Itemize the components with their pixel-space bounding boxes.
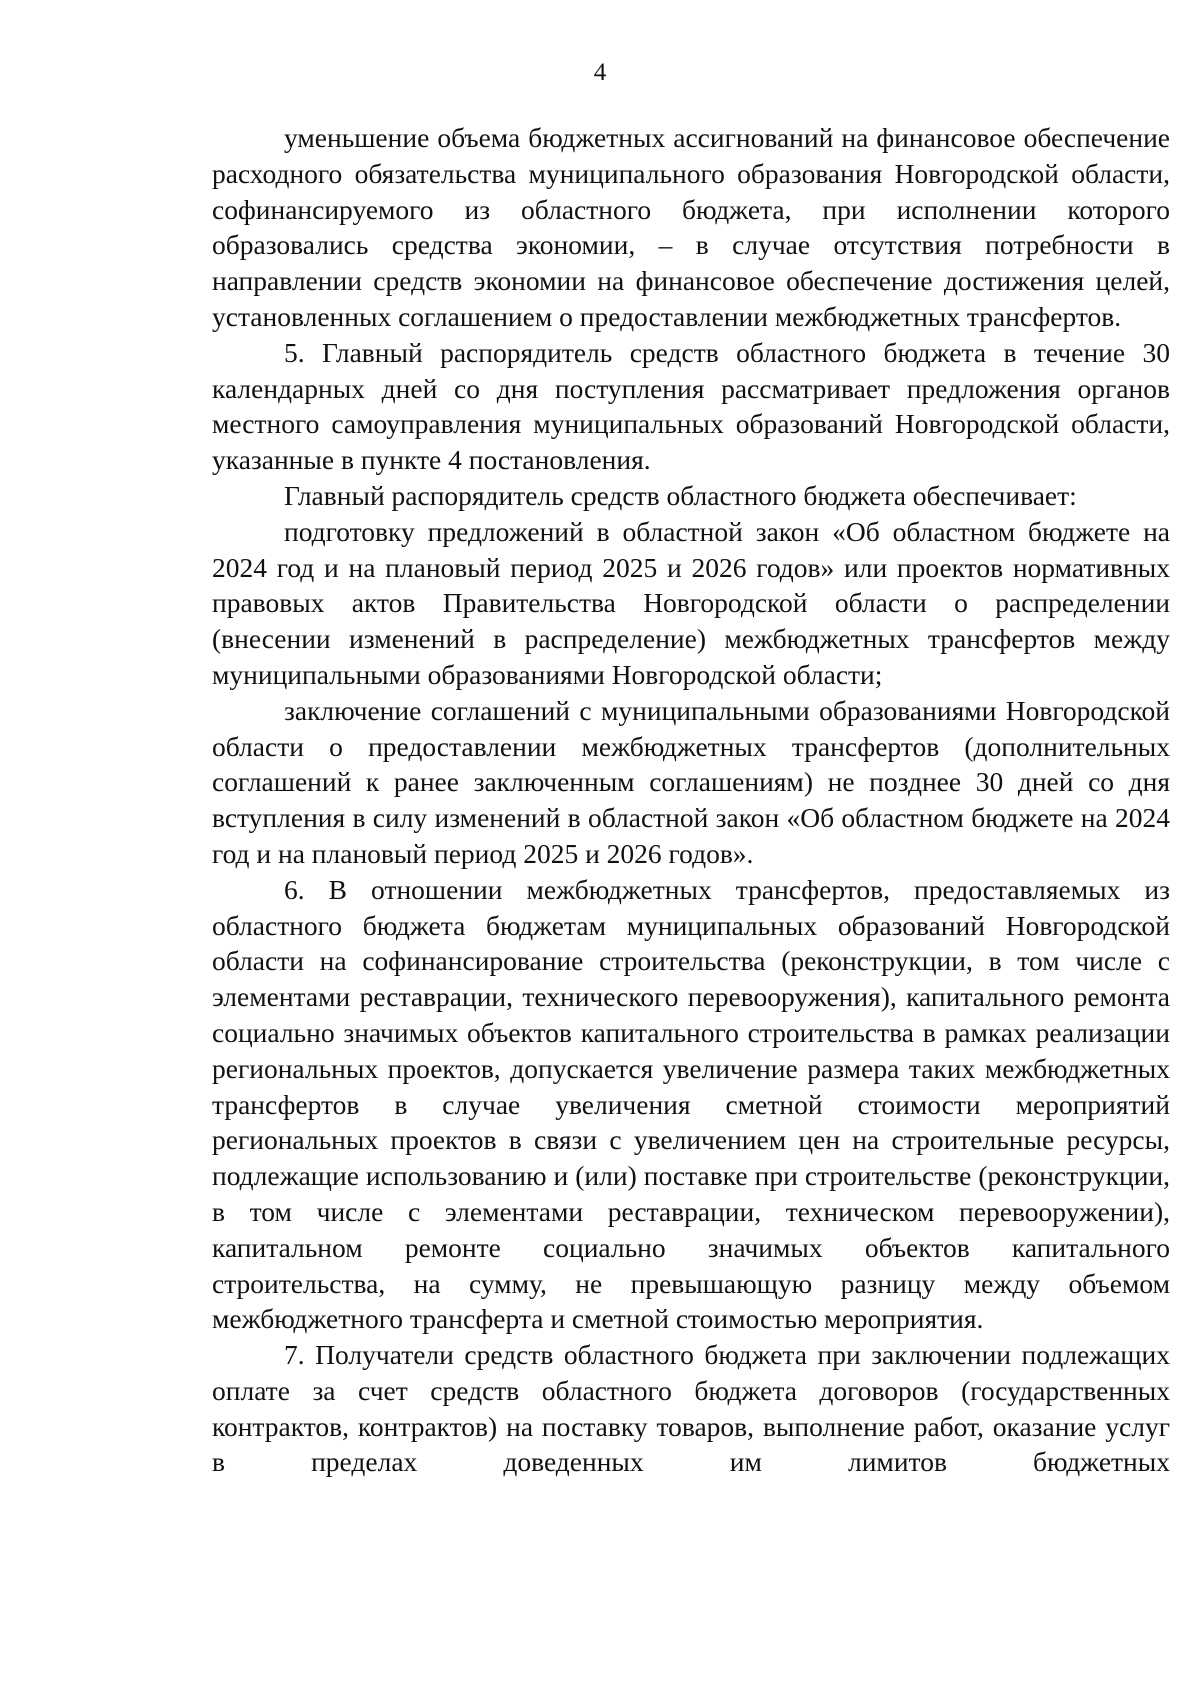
paragraph-item-6: 6. В отношении межбюджетных трансфертов, предоставляемых из областного бюджета бюджетам муниципальных образований Новгородской области на софинансирование строительства (реконструкции, в том числе с элементами реставрации, технического перевооружения), капитального ремонта социально значимых объектов капитального строительства в рамках реализации региональных проектов, допускается увеличение размера таких межбюджетных трансфертов в случае увеличения сметной стоимости мероприятий региональных проектов в связи с увеличением цен на строительные ресурсы, подлежащие использованию и (или) поставке при строительстве (реконструкции, в том числе с элементами реставрации, техническом перевооружении), капитальном ремонте социально значимых объектов капитального строительства, на сумму, не превышающую разницу между объемом межбюджетного трансферта и сметной стоимостью мероприятия.: [212, 873, 1170, 1335]
paragraph-budget-reduction: уменьшение объема бюджетных ассигнований на финансовое обеспечение расходного обязательства муниципального образования Новгородской области, софинансируемого из областного бюджета, при исполнении которого образовались средства экономии, – в случае отсутствия потребности в направлении средств экономии на финансовое обеспечение достижения целей, установленных соглашением о предоставлении межбюджетных трансфертов.: [212, 122, 1170, 332]
paragraph-item-7: 7. Получатели средств областного бюджета при заключении подлежащих оплате за счет средств областного бюджета договоров (государственных контрактов, контрактов) на поставку товаров, выполнение работ, оказание услуг в пределах доведенных им лимитов бюджетных: [212, 1339, 1170, 1478]
paragraph-agreements: заключение соглашений с муниципальными образованиями Новгородской области о предоставлении межбюджетных трансфертов (дополнительных соглашений к ранее заключенным соглашениям) не позднее 30 дней со дня вступления в силу изменений в областной закон «Об областном бюджете на 2024 год и на плановый период 2025 и 2026 годов».: [212, 694, 1170, 869]
paragraph-distributor-ensures: Главный распорядитель средств областного бюджета обеспечивает:: [284, 479, 1077, 511]
paragraph-proposals-preparation: подготовку предложений в областной закон «Об областном бюджете на 2024 год и на плановый период 2025 и 2026 годов» или проектов нормативных правовых актов Правительства Новгородской области о распределении (внесении изменений в распределение) межбюджетных трансфертов между муниципальными образованиями Новгородской области;: [212, 515, 1170, 690]
page-number: 4: [593, 59, 607, 86]
paragraph-item-5: 5. Главный распорядитель средств областного бюджета в течение 30 календарных дней со дня поступления рассматривает предложения органов местного самоуправления муниципальных образований Новгородской области, указанные в пункте 4 постановления.: [212, 336, 1170, 476]
document-body: [212, 120, 1170, 1480]
